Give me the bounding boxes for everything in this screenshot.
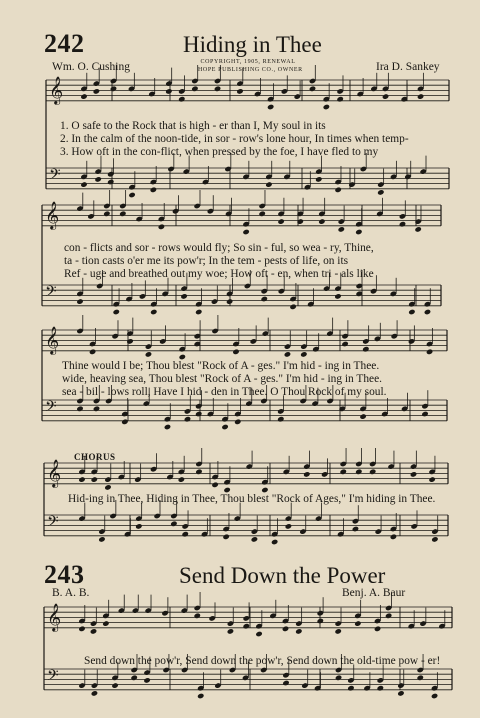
note-head	[91, 476, 98, 482]
note-head	[78, 476, 85, 482]
note-head	[242, 229, 249, 235]
note-head	[289, 304, 296, 310]
note-head	[397, 690, 404, 696]
words-credit: B. A. B.	[52, 587, 90, 599]
note-head	[232, 349, 239, 355]
note-head	[335, 675, 342, 681]
note-head	[355, 229, 362, 235]
note-head	[197, 693, 204, 699]
note-head	[107, 179, 114, 185]
note-head	[431, 536, 438, 542]
note-head	[102, 620, 109, 626]
lyric-line: Send down the pow'r, Send down the pow'r, Send down the old-time pow - er!	[84, 655, 441, 667]
note-head	[267, 104, 274, 110]
note-head	[426, 349, 433, 355]
note-head	[222, 534, 229, 540]
note-head	[271, 539, 278, 545]
note-head	[221, 424, 228, 430]
note-head	[214, 86, 221, 92]
note-head	[178, 476, 185, 482]
bass-clef-icon: 𝄢	[47, 667, 59, 688]
note-head	[414, 226, 421, 232]
note-head	[410, 471, 417, 477]
note-head	[374, 626, 381, 632]
note-head	[150, 187, 157, 193]
note-head	[194, 613, 201, 619]
copyright-line: HOPE PUBLISHING CO., OWNER	[198, 67, 303, 73]
note-head	[170, 521, 177, 527]
note-head	[408, 309, 415, 315]
note-head	[93, 88, 100, 94]
note-head	[265, 181, 272, 187]
note-head	[195, 309, 202, 315]
note-head	[76, 298, 83, 304]
note-head	[80, 93, 87, 99]
note-head	[251, 536, 258, 542]
note-head	[355, 469, 362, 475]
note-head	[128, 192, 135, 198]
note-head	[184, 416, 191, 422]
note-head	[318, 218, 325, 224]
note-head	[359, 413, 366, 419]
music-credit: Ira D. Sankey	[376, 61, 440, 73]
lyric-line: 2. In the calm of the noon-tide, in sor - row's lone hour, In times when temp-	[60, 133, 409, 145]
note-head	[110, 86, 117, 92]
note-head	[195, 411, 202, 417]
note-head	[227, 628, 234, 634]
treble-clef-icon: 𝄞	[47, 603, 62, 631]
note-head	[93, 406, 100, 412]
note-head	[226, 298, 233, 304]
note-head	[255, 631, 262, 637]
note-head	[258, 211, 265, 217]
note-head	[347, 685, 354, 691]
hymn-title: Send Down the Power	[179, 563, 386, 588]
note-head	[182, 531, 189, 537]
bass-clef-icon: 𝄢	[49, 166, 61, 187]
note-head	[94, 176, 101, 182]
note-head	[424, 309, 431, 315]
note-head	[377, 685, 384, 691]
lyric-line: ta - tion casts o'er me its pow'r; In the tem - pests of life, on its	[64, 255, 349, 267]
note-head	[431, 693, 438, 699]
hymn-number: 242	[44, 29, 85, 58]
note-head	[113, 309, 120, 315]
note-head	[382, 93, 389, 99]
note-head	[315, 176, 322, 182]
note-head	[282, 680, 289, 686]
lyric-line: Thine would I be; Thou blest "Rock of A - ges." I'm hid - ing in Thee.	[62, 360, 380, 372]
note-head	[80, 181, 87, 187]
note-head	[91, 690, 98, 696]
lyric-line: Ref - uge and breathed out my woe; How oft - en, when tri - als like	[64, 268, 374, 280]
note-head	[417, 675, 424, 681]
note-head	[90, 628, 97, 634]
note-head	[178, 96, 185, 102]
note-head	[89, 349, 96, 355]
note-head	[243, 623, 250, 629]
note-head	[211, 482, 218, 488]
note-head	[261, 296, 268, 302]
note-head	[164, 424, 171, 430]
hymn-number: 243	[44, 560, 85, 589]
note-head	[323, 104, 330, 110]
note-head	[78, 626, 85, 632]
note-head	[340, 469, 347, 475]
lyric-line: Hid-ing in Thee, Hiding in Thee, Thou blest "Rock of Ages," I'm hiding in Thee.	[68, 493, 436, 505]
lyric-line: sea - bil - lows roll, Have I hid - den in Thee. O Thou Rock of my soul.	[62, 386, 387, 398]
note-head	[103, 211, 110, 217]
note-head	[352, 526, 359, 532]
note-head	[399, 221, 406, 227]
note-head	[145, 351, 152, 357]
note-head	[362, 346, 369, 352]
lyric-line: 1. O safe to the Rock that is high - er than I, My soul in its	[60, 120, 326, 132]
note-head	[354, 620, 361, 626]
lyric-line: 3. How oft in the con-flict, when pressed by the foe, I have fled to my	[60, 146, 379, 158]
note-head	[335, 628, 342, 634]
note-head	[284, 351, 291, 357]
note-head	[385, 613, 392, 619]
bass-clef-icon: 𝄢	[47, 513, 59, 534]
note-head	[180, 293, 187, 299]
hymn-title: Hiding in Thee	[183, 32, 322, 57]
lyric-line: con - flicts and sor - rows would fly; So sin - ful, so wea - ry, Thine,	[64, 242, 374, 254]
note-head	[338, 226, 345, 232]
music-credit: Benj. A. Baur	[342, 587, 406, 599]
note-head	[195, 469, 202, 475]
note-head	[341, 341, 348, 347]
note-head	[285, 523, 292, 529]
treble-clef-icon: 𝄞	[45, 326, 60, 354]
note-head	[143, 677, 150, 683]
note-head	[150, 309, 157, 315]
note-head	[119, 211, 126, 217]
note-head	[428, 476, 435, 482]
note-head	[317, 618, 324, 624]
note-head	[277, 218, 284, 224]
treble-clef-icon: 𝄞	[49, 76, 64, 104]
note-head	[191, 86, 198, 92]
note-head	[111, 682, 118, 688]
treble-clef-icon: 𝄞	[47, 459, 62, 487]
note-head	[336, 96, 343, 102]
copyright-notice	[198, 58, 303, 74]
words-credit: Wm. O. Cushing	[52, 61, 130, 73]
note-head	[126, 338, 133, 344]
note-head	[417, 93, 424, 99]
note-head	[295, 628, 302, 634]
note-head	[104, 484, 111, 490]
note-head	[334, 187, 341, 193]
note-head	[236, 88, 243, 94]
note-head	[234, 419, 241, 425]
treble-clef-icon: 𝄞	[45, 201, 60, 229]
note-head	[98, 536, 105, 542]
note-head	[130, 675, 137, 681]
lyric-line: wide, heaving sea, Thou blest "Rock of A - ges." I'm hid - ing in Thee.	[62, 373, 383, 385]
note-head	[158, 224, 165, 230]
note-head	[390, 534, 397, 540]
note-head	[303, 471, 310, 477]
note-head	[76, 406, 83, 412]
note-head	[277, 416, 284, 422]
note-head	[369, 469, 376, 475]
note-head	[121, 419, 128, 425]
note-head	[282, 626, 289, 632]
note-head	[135, 523, 142, 529]
note-head	[377, 189, 384, 195]
bass-clef-icon: 𝄢	[45, 283, 57, 304]
note-head	[421, 411, 428, 417]
bass-clef-icon: 𝄢	[45, 398, 57, 419]
note-head	[334, 293, 341, 299]
note-head	[300, 351, 307, 357]
note-head	[165, 88, 172, 94]
chorus-label: CHORUS	[74, 452, 116, 462]
copyright-line: COPYRIGHT, 1905, RENEWAL	[200, 59, 296, 65]
note-head	[309, 86, 316, 92]
